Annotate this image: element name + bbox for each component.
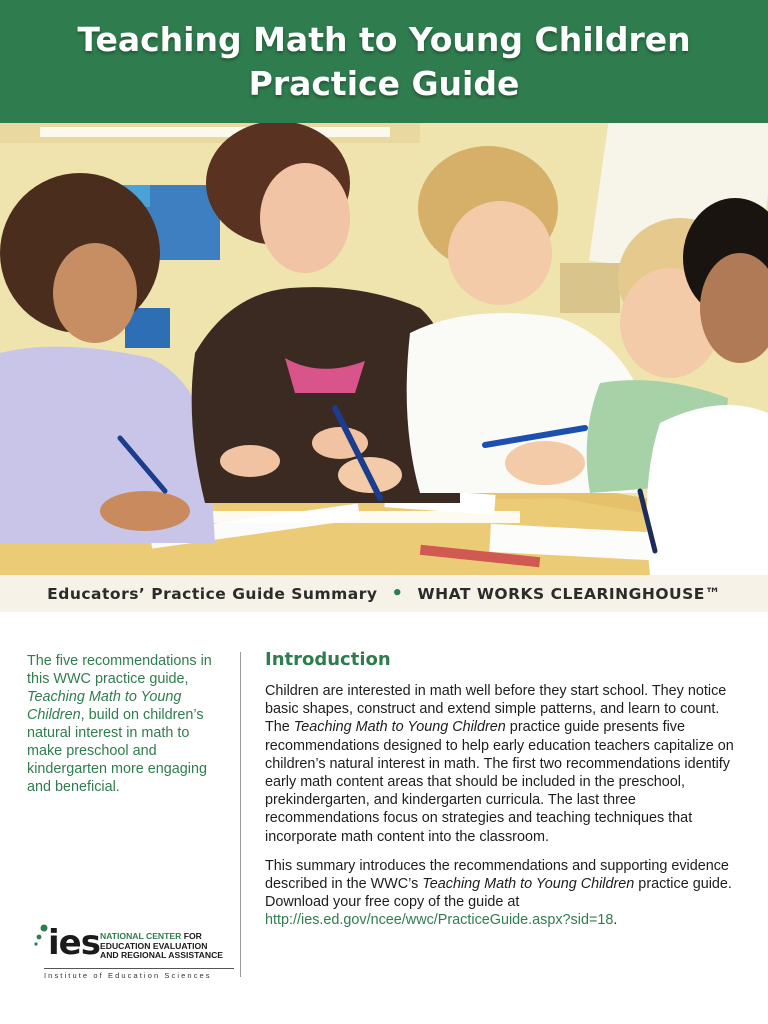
sidebar-title-italic: Teaching Math to Young Children bbox=[27, 689, 182, 723]
p2-before: This summary introduces the recommendations and supporting evidence described in the WWC’s bbox=[265, 857, 729, 893]
banner-right: WHAT WORKS CLEARINGHOUSE™ bbox=[417, 584, 721, 603]
p2-end: . bbox=[613, 912, 618, 929]
classroom-photo bbox=[0, 123, 768, 575]
column-divider bbox=[240, 652, 241, 977]
intro-paragraph-2 bbox=[265, 857, 735, 930]
title-line-2: Practice Guide bbox=[248, 63, 520, 103]
ies-center-name bbox=[100, 932, 230, 961]
sidebar-callout bbox=[27, 652, 227, 796]
ies-institute-name: Institute of Education Sciences bbox=[44, 968, 234, 980]
practice-guide-link[interactable]: http://ies.ed.gov/ncee/wwc/PracticeGuide.aspx?sid=18 bbox=[265, 912, 614, 929]
main-column bbox=[265, 648, 735, 941]
ies-logo bbox=[34, 920, 234, 982]
ies-wordmark: ies bbox=[48, 923, 100, 963]
ies-dots-icon bbox=[34, 924, 48, 958]
series-banner bbox=[0, 575, 768, 612]
title-band bbox=[0, 0, 768, 123]
ies-line2: EDUCATION EVALUATION bbox=[100, 940, 208, 951]
p1-italic: Teaching Math to Young Children bbox=[293, 719, 506, 736]
sidebar-text-after: , build on children’s natural interest in math to make preschool and kindergarten more engaging and beneficial. bbox=[27, 707, 208, 795]
banner-separator: • bbox=[391, 583, 404, 604]
ies-line1-a: NATIONAL CENTER bbox=[100, 931, 182, 941]
p1-before: Children are interested in math well before they start school. They notice basic shapes, construct and extend simple patterns, and learn to count. The bbox=[265, 683, 727, 736]
p1-after: practice guide presents five recommendations designed to help early education teachers capitalize on children’s natural interest in math. The first two recommendations identify early math content areas that should be included in the preschool, prekindergarten, and kindergarten curricula. The last three recommendations focus on strategies and teaching techniques that incorporate math content into the classroom. bbox=[265, 719, 734, 845]
ies-line3-b: REGIONAL ASSISTANCE bbox=[118, 950, 224, 961]
ies-line1-b: FOR bbox=[181, 931, 202, 941]
p2-italic: Teaching Math to Young Children bbox=[422, 876, 635, 893]
ies-line3-a: AND bbox=[100, 950, 119, 961]
sidebar-text-before: The five recommendations in this WWC practice guide, bbox=[27, 653, 212, 687]
intro-paragraph-1 bbox=[265, 682, 735, 846]
title-line-1: Teaching Math to Young Children bbox=[77, 19, 691, 59]
p2-after: practice guide. Download your free copy of the guide at bbox=[265, 876, 732, 911]
cover-title bbox=[77, 18, 690, 106]
section-heading: Introduction bbox=[265, 649, 391, 670]
banner-left: Educators’ Practice Guide Summary bbox=[47, 584, 378, 603]
